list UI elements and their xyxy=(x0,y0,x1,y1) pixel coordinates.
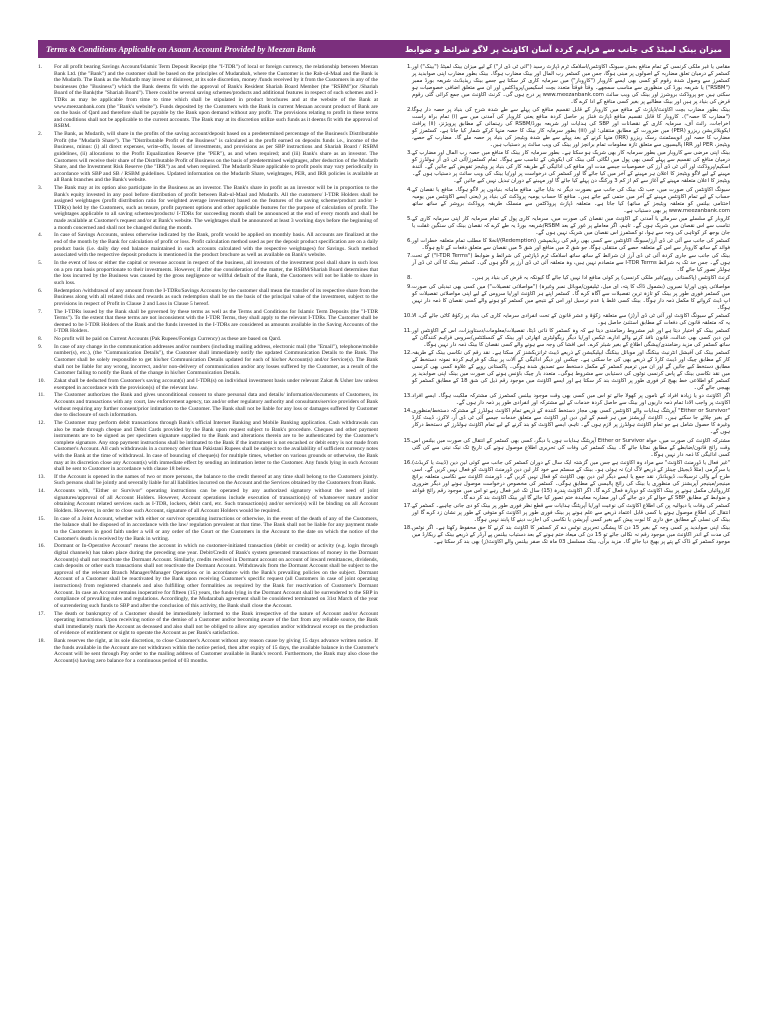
clause-text: کسٹمر بینک کی آفیشل انٹرنیٹ بینکنگ اور موبائل بینکنگ ایپلیکیشن کے ذریعے ڈیبٹ ٹرانزیکشنز کر سکتا ہے۔ نقد رقم کی نکاسی بینک کے طریقہ کار کے مطابق چیک اور ڈیبٹ کارڈ کے ذریعے بھی کی جا سکتی ہے۔ چیکس اور دیگر ادائیگی کے آلات پر بینک کو فراہم کردہ نمونہ دستخط کے مطابق دستخط کیے جائیں گے اور ان میں ترمیم کسٹمر کے مکمل دستخط سے تصدیق شدہ ہوگی۔ پاکستانی روپے کے علاوہ کسی بھی کرنسی میں نقد نکاسی بینک کے پاس کرنسی نوٹوں کی دستیابی سے مشروط ہوگی۔ متعدد بار چیک باؤنس ہونے کی صورت میں بینک اپنی صوابدید پر کسٹمر کو اطلاعی خط بھیج کر فوری طور پر اکاؤنٹ بند کر سکتا ہے اور ایسے اکاؤنٹ میں موجود رقم ذیل کی شق 18 کے مطابق کسٹمر کو بھیجی جائے گی۔ xyxy=(412,350,730,392)
clause-item xyxy=(38,309,378,335)
clause-item xyxy=(38,64,378,130)
clause-item xyxy=(394,150,730,185)
clause-number: 8. xyxy=(38,336,43,343)
clause-item xyxy=(394,393,730,407)
clause-text: Zakat shall be deducted from Customer's saving account(s) and I-TDR(s) on individual investment basis under relevant Zakat & Usher law unless exempted in accordance with the provision(s) of the relevant law. xyxy=(54,378,378,391)
clause-item xyxy=(38,336,378,343)
clause-number: 16. xyxy=(403,459,412,466)
clause-text: کسٹمر کے سیونگ اکاؤنٹ اور آئی ٹی ڈی آر(ز) سے متعلقہ زکوٰۃ و عشر قانون کے تحت انفرادی سرمایہ کاری کی بنیاد پر زکوٰۃ کاٹی جائے گی، الا یہ کہ متعلقہ قانون کی دفعات کے مطابق استثنیٰ حاصل ہو۔ xyxy=(412,312,730,326)
clause-item xyxy=(38,611,378,637)
clause-item xyxy=(38,260,378,286)
clause-item xyxy=(38,131,378,184)
clause-item xyxy=(38,420,378,473)
clause-item xyxy=(394,460,730,502)
clause-text: بینک بطور مضارب بچت اکاؤنٹ/ڈپازٹ کے منافع میں کاروبار کے قابل تقسیم منافع کی پہلے سے طے شدہ شرح کی بنیاد پر حصہ دار ہوگا ("مضارب کا حصہ")۔ کاروبار کا قابل تقسیم منافع ڈپازٹ فنڈز پر حاصل کردہ منافع یعنی کاروبار کی آمدنی میں سے (i) تمام براہ راست اخراجات، رائٹ آف، سرمایہ کاری کے نقصانات اور SBP کی ہدایات اور شریعہ بورڈ/RSBM کی رہنمائی کے مطابق پرویژنز، (ii) پرافٹ ایکویلائزیشن ریزرو (PER) میں ضرورت کے مطابق منتقلی؛ اور (iii) بطور سرمایہ کار بینک کا حصہ منہا کرکے شمار کیا جاتا ہے۔ کسٹمرز کو مضارب کا حصہ اور انویسٹمنٹ رسک ریزرو (IRR) منہا کرنے کے بعد پہلے سے طے شدہ ویٹیجز کی بنیاد پر حصہ ملے گا۔ مضارب کے حصے، ویٹیجز، PER اور IRR پالیسیوں سے متعلق تازہ معلومات تمام برانچز اور بینک کی ویب سائٹ پر دستیاب ہیں۔ xyxy=(412,107,730,149)
clause-number: 1. xyxy=(38,64,43,70)
clause-text: The death or bankruptcy of a Customer should be immediately informed to the Bank irrespective of the nature of Account and/or Account operating instructions. Upon receiving notice of the demise of a Customer and/or becoming aware of the fact from any reliable source, the Bank shall immediately mark the Account as deceased and also shall not be obliged to allow any operation and/or withdrawal except on the production of evidence of entitlement or sight to operate the Account as per Bank's satisfaction. xyxy=(54,610,378,637)
clause-text: In case of Savings Accounts, unless otherwise indicated by the Bank, profit would be applied on monthly basis. All accounts are finalized at the end of the month by the Bank for calculation of profit or loss. Profit calculation method used as per the deposit product specification are on a daily product basis (i.e. daily day end balance maintained in such accounts calculated with the respective weightages) for Savings. Such method associated with the respective deposit products is mentioned in the product brochure as well as available on Bank's website. xyxy=(54,232,378,259)
clause-number: 4. xyxy=(38,232,43,239)
clause-item xyxy=(394,187,730,215)
clause-text: The Bank may at its option also participate in the Business as an investor. The Bank's share in profit as an investor will be in proportion to the Bank's equity invested in any pool before distribution of profit between Rab-ul-Maal and Mudarib. All the customers/ I-TDR Holders shall be assigned weightages (profit distribution ratio for weighted average investment) based on the features of the saving scheme/product and/or I-TDR(s) held by the Customers, such as tenure, profit payment options and other applicable features for the purpose of calculation of profit. The weightages applicable to all saving schemes/products/ I-TDRs for succeeding month shall be announced at the end of every month and shall be made available at Customer's request and/or at Bank's website. The weightages shall be announced at least 3 working days before the beginning of a month concerned and shall not be changed during the month. xyxy=(54,185,378,231)
clause-text: بینک کی جانب سے جاری کردہ آئی ٹی ڈی آرز ان شرائط کے ساتھ ساتھ اسلامک ٹرم ڈپازٹس کی شرائط و ضوابط ("I-TDR Terms") کے تحت ہوں گے۔ جس حد تک یہ شرائط I-TDR Terms سے متصادم نہیں ہیں، وہ متعلقہ آئی ٹی ڈی آرز پر لاگو ہوں گی۔ کسٹمر بینک کا آئی ٹی ڈی آر ہولڈر تصور کیا جائے گا۔ xyxy=(412,253,730,274)
clause-number: 5. xyxy=(38,259,43,266)
clause-item xyxy=(394,525,730,546)
clause-number: 7. xyxy=(406,253,412,260)
clause-number: 10. xyxy=(38,378,45,384)
clause-text: کرنٹ اکاؤنٹس (پاکستانی روپے/غیر ملکی کرنسی) پر کوئی منافع ادا نہیں کیا جائے گا کیونکہ یہ قرض کی بنیاد پر ہیں۔ xyxy=(471,275,730,282)
clause-item xyxy=(38,344,378,377)
clause-number: 15. xyxy=(403,437,412,444)
clause-item xyxy=(38,232,378,258)
clause-item xyxy=(38,638,378,664)
banner-title-urdu: میزان بینک لمیٹڈ کی جانب سے فراہم کردہ آسان اکاؤنٹ پر لاگو شرائط و ضوابط xyxy=(405,44,722,54)
clause-item xyxy=(394,238,730,252)
clause-item xyxy=(394,253,730,274)
clause-text: Dormant or In-Operative Account" means the account in which no customer-initiated transaction (debit or credit) or activity (e.g. login through digital channels) has taken place during the preceding one year. Debit/Credit of Bank's system generated transactions of money in the Dormant Account(s) shall not reactivate the Dormant Account. Similarly, credits received in Dormant account on account of inward remittances, dividends, cash deposits or other such transactions shall not reactivate the Dormant Account. Withdrawals from the Dormant Account shall be subject to the approval of the relevant Branch Manager/Manager Operations or in accordance with the Bank's prevailing policies on the subject. Dormant Account of a Customer shall be reactivated by the Bank upon receiving Customer's specific request (all Customers in case of joint operating instructions) from registered channels and also fulfilling other formalities as required by the Bank for reactivation of Customer's Dormant Account. In case an Account remains inoperative for fifteen (15) years, the funds lying in the Dormant Account shall be surrendered to the SBP in compliance of prevailing rules and regulations. Accordingly, the Mudarabah agreement shall be considered terminated on 31st March of the year of surrendering such funds to SBP and after the conclusion of this activity, the Bank shall close the Account. xyxy=(54,543,378,609)
clause-item xyxy=(38,288,378,308)
clause-number: 12. xyxy=(403,350,412,357)
clause-text: کسٹمر بینک کو اختیار دیتا ہے اور غیر مشروط رضامندی دیتا ہے کہ وہ کسٹمر کا ذاتی ڈیٹا، تفصیلات/معلومات/دستاویزات، اس کے اکاؤنٹس اور لین دین کسی بھی عدالت، قانون نافذ کرنے والے ادارے، ٹیکس اور/یا دیگر ریگولیٹری اتھارٹی اور بینک کے کنسلٹنٹس/سروس فراہم کنندگان کے ساتھ کسٹمر کی مزید رضامندی/پیشگی اطلاع کے بغیر شیئر کرے۔ اس افشا کی وجہ سے ہونے والے کسی نقصان کا بینک ذمہ دار نہیں ہوگا۔ xyxy=(412,327,730,348)
clause-text: کسٹمر کی وفات یا دیوالیہ پن کی اطلاع اکاؤنٹ کی نوعیت اور/یا آپریٹنگ ہدایات سے قطع نظر فوری طور پر بینک کو دی جانی چاہیے۔ کسٹمر کے انتقال کی اطلاع موصول ہونے یا کسی قابل اعتماد ذریعے سے علم ہونے پر بینک فوری طور پر اکاؤنٹ کو متوفی کے طور پر نشان زد کرے گا اور بینک کی تسلی کے مطابق حق داری کا ثبوت پیش کیے بغیر کسی آپریشن یا نکاسی کی اجازت دینے کا پابند نہیں ہوگا۔ xyxy=(412,503,730,523)
clause-text: For all profit bearing Savings Account/Islamic Term Deposit Receipt (the "I-TDR") of local or foreign currency, the relationship between Meezan Bank Ltd. (the "Bank") and the customer shall be based on the principles of Mudarabah, where the Customer is the Rab-ul-Maal and the Bank is the Mudarib. The Bank as the Mudarib may invest or disinvest, at its sole discretion, money /funds received by it from the Customers in any of the businesses (the "Business") which the Bank deems fit with the approval of Bank's Resident Shariah Board Member (the "RSBM")or /Shariah Board of the Bank(the "Shariah Board"). There could be several saving schemes/products and additional features in respect of such schemes and I-TDRs as may be applicable from time to time which shall be stipulated in product brochures and at the website of the Bank at www.meezanbank.com (the "Bank's website"). Funds deposited by the Customers with the Bank in current Mezaan account product of Bank are on the basis of Qard and therefore shall be payable by the Bank upon demand without any profit. The provisions relating to profit in these terms and conditions shall not be applicable to the current accounts. The Bank may at its discretion utilize such funds as it deems fit with the approval of RSBM. xyxy=(54,64,378,130)
clause-number: 2. xyxy=(406,107,412,114)
clause-number: 15. xyxy=(38,515,45,522)
clause-text: The Customer may perform debit transactions through Bank's official Internet Banking and Mobile Banking application. Cash withdrawals can also be made through cheque and Debit Cards provided by the Bank upon request subject to Bank's procedure. Cheques and other payment instruments are to be signed as per specimen signature supplied to the Bank and alterations therein are to be authenticated by the Customer's complete signature. Any stop payment instructions shall be intimated to the Bank if the instrument is not encashed or debit entry is not made from Customer's Account. All cash withdrawals in a currency other than Pakistani Rupees shall be subject to the availability of sufficient currency notes with the Bank at the time of withdrawal. In case of bouncing of cheque(s) for multiple times, whether on various grounds or otherwise, the Bank may at its discretion close any Account(s) with immediate effect by sending an intimation letter to the Customer. Any funds lying in such Account shall be sent to Customer in accordance with clause 18 below. xyxy=(54,419,378,473)
clause-number: 3. xyxy=(38,185,43,192)
clause-text: In case of a Joint Account, whether with either or survivor operating instructions or otherwise, in the event of the death of any of the Customers, the balance shall be disposed of in accordance with the law/ regulation prevalent at that time. The Bank shall not be liable for any payment made to the Customers in good faith under a will or any order of the Court or the Customers in the Account to the date on which the notice of the Customer's death is received by the Bank in writing. xyxy=(54,515,378,542)
clause-item xyxy=(38,488,378,514)
clause-number: 14. xyxy=(38,488,45,495)
urdu-terms-column xyxy=(394,64,730,1020)
clause-number: 6. xyxy=(38,287,43,294)
clause-number: 5. xyxy=(406,215,412,222)
clause-item xyxy=(394,438,730,459)
clause-text: The Bank, as Mudarib, will share in the profits of the saving account/deposit based on a predetermined percentage of the Business's Distributable Profit (the "Mudarib Share"). The "Distributable Profit of the Business" is calculated as the profit earned on deposits funds i.e., income of the Business, minus: (i) all direct expenses, write-offs, losses of investments, and provisions as per SBP instructions and Shariah Board / RSBM guidelines, (ii) allocations to the Profit Equalization Reserve (the "PER"), as and when required; and (iii) Bank's share as an investor. The Customers will receive their share of the Distributable Profit of Business on the basis of predetermined weightages, after deduction of the Mudarib Share, and the Investment Risk Reserve (the "IRR") as and when required. The Mudarib Share applicable to profit pools may vary periodically in accordance with SBP and SB / RSBM guidelines. Updated information on the Mudarib Share, weightages, PER, and IRR policies is available at all Bank branches and the Bank's website. xyxy=(54,131,378,184)
clause-text: If the Account is opened in the names of two or more persons, the balance to the credit thereof at any time shall belong to the Customers jointly. Such persons shall be jointly and severally liable for all liabilities incurred on the Account and the Services obtained by the Customers from Bank. xyxy=(54,473,378,487)
clause-item xyxy=(394,107,730,149)
clause-number: 18. xyxy=(38,638,45,645)
clause-item xyxy=(394,313,730,327)
clause-text: No profit will be paid on Current Accounts (Pak Rupees/Foreign Currency) as these are based on Qard. xyxy=(54,336,282,343)
clause-text: Redemption /withdrawal of any amount from the I-TDRs/Savings Accounts by the customer shall mean the transfer of its respective share from the Business along with all related risks and rewards as such redemption shall be on the basis of the principal value of the investment, subject to the provisions in respect of Profit in Clause 2 and Loss in Clause 5 hereof. xyxy=(54,287,378,307)
clause-text: Bank reserves the right, at its sole discretion, to close Customer's Account without any reason cause by giving 15 days advance written notice. If the funds available in the Account are not withdrawn within the notice period, then after expiry of 15 days, the available balance in the Customer's Account will be sent through Pay order to the mailing address of Customer available in Bank's record. Furthermore, the Bank may also close the Account(s) having zero balance for a continuous period of 03 months. xyxy=(54,638,378,664)
clause-item xyxy=(394,503,730,524)
clause-number: 13. xyxy=(38,473,45,480)
clause-item xyxy=(38,185,378,231)
clause-text: بینک اپنی صوابدید پر کسی وجہ کے بغیر 15 دن کا پیشگی تحریری نوٹس دے کر کسٹمر کا اکاؤنٹ بند کرنے کا حق محفوظ رکھتا ہے۔ اگر نوٹس کی مدت کے اندر اکاؤنٹ میں موجود رقم نہ نکالی جائے تو 15 دن کی میعاد ختم ہونے کے بعد دستیاب بیلنس پے آرڈر کے ذریعے بینک کے ریکارڈ میں موجود کسٹمر کے ڈاک کے پتے پر بھیج دیا جائے گا۔ مزید برآں، بینک مسلسل 03 ماہ تک صفر بیلنس والے اکاؤنٹ(ز) بھی بند کر سکتا ہے۔ xyxy=(412,525,730,546)
clause-text: Accounts with, "Either or Survivor" operating instructions can be operated by any authorized signatory without the need of joint signatures/approval of all Account Holders. However, Account operations include execution of transaction(s) of whatsoever nature and/or obtaining Account related services such as I-TDR, lockers, debit card, etc. Such transaction(s) and/or service(s) will be binding on all Account Holders. However, in order to close such Account, signature of all Account Holders would be required. xyxy=(54,488,378,515)
clause-text: مشترکہ اکاؤنٹ کی صورت میں، خواہ Either or Survivor آپریٹنگ ہدایات ہوں یا دیگر، کسی بھی کسٹمر کے انتقال کی صورت میں بیلنس اس وقت رائج قانون/ضابطے کے مطابق نمٹایا جائے گا۔ بینک کسٹمر کی وفات کی تحریری اطلاع موصول ہونے کی تاریخ تک نیک نیتی سے کی گئی کسی ادائیگی کا ذمہ دار نہیں ہوگا۔ xyxy=(412,437,730,458)
clause-number: 17. xyxy=(38,610,45,617)
clause-number: 17. xyxy=(403,503,412,509)
clause-item xyxy=(38,378,378,391)
clause-text: مقامی یا غیر ملکی کرنسی کے تمام منافع بخش سیونگ اکاؤنٹس/اسلامک ٹرم ڈپازٹ رسید ("آئی ٹی ڈی آر") کے لیے میزان بینک لمیٹڈ ("بینک") اور کسٹمر کے درمیان تعلق مضاربہ کے اصولوں پر مبنی ہوگا، جس میں کسٹمر رب المال اور بینک مضارب ہوگا۔ بینک بطور مضارب اپنی صوابدید پر کسٹمرز سے وصول شدہ رقوم کو کسی بھی ایسے کاروبار ("کاروبار") میں سرمایہ کاری کر سکتا ہے جسے بینک ریذیڈنٹ شریعہ بورڈ ممبر ("RSBM") یا شریعہ بورڈ کی منظوری سے مناسب سمجھے۔ وقتاً فوقتاً متعدد بچت اسکیمیں/پروڈکٹس اور ان سے متعلق اضافی خصوصیات ہو سکتی ہیں جو پروڈکٹ بروشرز اور بینک کی ویب سائٹ www.meezanbank.com پر درج ہوں گی۔ کرنٹ اکاؤنٹ میں جمع کرائی گئی رقوم قرض کی بنیاد پر ہیں اور بینک مطالبے پر بغیر کسی منافع کے ادا کرے گا۔ xyxy=(412,64,730,105)
clause-number: 4. xyxy=(406,186,412,193)
clause-number: 18. xyxy=(403,525,412,532)
clause-item xyxy=(394,350,730,392)
clause-number: 9. xyxy=(38,343,43,350)
clause-text: سیونگ اکاؤنٹس کی صورت میں، جب تک بینک کی جانب سے بصورت دیگر نہ بتایا جائے، منافع ماہانہ بنیادوں پر لاگو ہوگا۔ منافع یا نقصان کے حساب کے لیے تمام اکاؤنٹس مہینے کے آخر میں حتمی کیے جاتے ہیں۔ منافع کا حساب یومیہ پروڈکٹ کی بنیاد پر (یعنی ایسے اکاؤنٹس میں یومیہ اختتامی بیلنس کو متعلقہ ویٹیجز کے ساتھ) کیا جاتا ہے۔ متعلقہ ڈپازٹ پروڈکٹس سے منسلک طریقہ پروڈکٹ بروشر کے ساتھ ساتھ www.meezanbank.com پر بھی دستیاب ہے۔ xyxy=(412,186,730,214)
clause-text: بینک اپنی مرضی سے کاروبار میں بطور سرمایہ کار بھی شریک ہو سکتا ہے۔ بطور سرمایہ کار بینک کا منافع میں حصہ رب المال اور مضارب کے درمیان منافع کی تقسیم سے پہلے کسی بھی پول میں لگائی گئی بینک کی ایکویٹی کے تناسب سے ہوگا۔ تمام کسٹمرز/آئی ٹی ڈی آر ہولڈرز کو اسکیم/پروڈکٹ اور آئی ٹی ڈی آرز کی خصوصیات جیسے مدت اور منافع کی ادائیگی کے طریقہ کار کی بنیاد پر ویٹیجز تفویض کیے جائیں گے۔ آئندہ مہینے کے لیے لاگو ویٹیجز کا اعلان ہر مہینے کے آخر میں کیا جائے گا اور کسٹمر کی درخواست پر اور/یا بینک کی ویب سائٹ پر دستیاب ہوں گے۔ ویٹیجز کا اعلان متعلقہ مہینے کے آغاز سے کم از کم 3 ورکنگ دن پہلے کیا جائے گا اور مہینے کے دوران تبدیل نہیں کیے جائیں گے۔ xyxy=(412,150,730,185)
clause-text: "غیر فعال یا ڈورمنٹ اکاؤنٹ" سے مراد وہ اکاؤنٹ ہے جس میں گزشتہ ایک سال کے دوران کسٹمر کی جانب سے کوئی لین دین (ڈیبٹ یا کریڈٹ) یا سرگرمی (مثلاً ڈیجیٹل چینلز کے ذریعے لاگ ان) نہ ہوئی ہو۔ بینک کے سسٹم سے خود کار لین دین ڈورمنٹ اکاؤنٹ کو فعال نہیں کریں گے۔ اسی طرح آنے والی ترسیلات، ڈیویڈنڈز، نقد جمع یا ایسے دیگر لین دین بھی اکاؤنٹ کو فعال نہیں کریں گے۔ ڈورمنٹ اکاؤنٹ سے نکاسی متعلقہ برانچ مینیجر/مینیجر آپریشنز کی منظوری یا بینک کی رائج پالیسی کے مطابق ہوگی۔ کسٹمر کی مخصوص درخواست موصول ہونے اور دیگر ضروری کارروائیاں مکمل ہونے پر بینک اکاؤنٹ کو دوبارہ فعال کرے گا۔ اگر اکاؤنٹ پندرہ (15) سال تک غیر فعال رہے تو اس میں موجود رقم رائج قواعد و ضوابط کے مطابق SBP کے حوالے کر دی جائے گی اور مضاربہ معاہدہ ختم تصور کیا جائے گا اور بینک اکاؤنٹ بند کر دے گا۔ xyxy=(412,459,730,501)
clause-text: کاروبار کے سلسلے میں سرمائے یا آمدنی کے اکاؤنٹ میں نقصان کی صورت میں، سرمایہ کاری پول کے تمام سرمایہ کار اپنی سرمایہ کاری کے تناسب سے اس نقصان میں شریک ہوں گے۔ تاہم، اگر معاملے پر غور کے بعد RSBM/شریعہ بورڈ یہ طے کرے کہ نقصان بینک کی سنگین غفلت یا جان بوجھ کر کوتاہی کی وجہ سے ہوا، تو کسٹمرز اس نقصان میں شریک نہیں ہوں گے۔ xyxy=(412,215,730,236)
clause-item xyxy=(394,284,730,312)
clause-item xyxy=(394,408,730,436)
clause-text: "Either or Survivor" آپریٹنگ ہدایات والے اکاؤنٹس کسی بھی مجاز دستخط کنندہ کے ذریعے تمام اکاؤنٹ ہولڈرز کے مشترکہ دستخط/منظوری کے بغیر چلائے جا سکتے ہیں۔ اکاؤنٹ آپریشنز میں ہر قسم کے لین دین اور اکاؤنٹ سے متعلق خدمات جیسے آئی ٹی ڈی آر، لاکرز، ڈیبٹ کارڈ وغیرہ کا حصول شامل ہے جو تمام اکاؤنٹ ہولڈرز پر لازم ہوں گے۔ تاہم، ایسے اکاؤنٹ کو بند کرنے کے لیے تمام اکاؤنٹ ہولڈرز کے دستخط درکار ہوں گے۔ xyxy=(412,408,730,436)
banner-title-english: Terms & Conditions Applicable on Asaan Account Provided by Meezan Bank xyxy=(46,44,316,54)
clause-item xyxy=(394,275,730,282)
clause-text: کسٹمر کی جانب سے آئی ٹی ڈی آرز/سیونگ اکاؤنٹس سے کسی بھی رقم کی ریڈیمپشن (Redemption)/انخلا کا مطلب تمام متعلقہ خطرات اور فوائد کے ساتھ کاروبار سے اس کے متعلقہ حصے کی منتقلی ہوگا، جو شق 2 میں منافع اور شق 5 میں نقصان سے متعلق دفعات کے تابع ہوگا۔ xyxy=(412,237,730,251)
clause-number: 2. xyxy=(38,131,43,138)
clause-item xyxy=(394,328,730,349)
clause-item xyxy=(38,543,378,609)
clause-text: The Customer authorizes the Bank and gives unconditional consent to share personal data and details/ information/documents of Customers, its Accounts and transactions with any court, law enforcement agency, tax and/or other regulatory authority and consultants/service providers of Bank without requiring any further consent/prior intimation to the Customer. The Bank shall not be liable for any loss or damages suffered by Customer due to disclosure of such information. xyxy=(54,392,378,419)
clause-item xyxy=(394,64,730,106)
clause-number: 12. xyxy=(38,419,45,426)
clause-text: In case of any change in the communication addresses and/or numbers (including mailing address, electronic mail (the "Email"), telephone/mobile number(s), etc.), (the "Communication Details"), the Customer shall immediately notify the updated Communication Details to the Bank. The Customer shall be solely responsible to get his/her Communication Details updated for each of his/her Account(s) and/or Service(s). The Bank shall not be liable for any wrong, incorrect, and/or non-delivery of communication and/or any losses suffered by the Customer, as a result of the Customer failing to notify the Bank of the change in his/her Communication Details. xyxy=(54,343,378,377)
clause-number: 3. xyxy=(406,150,412,157)
clause-item xyxy=(38,474,378,487)
clause-text: اگر اکاؤنٹ دو یا زیادہ افراد کے ناموں پر کھولا جائے تو اس میں کسی بھی وقت موجود بیلنس کسٹمرز کی مشترکہ ملکیت ہوگا۔ ایسے افراد اکاؤنٹ پر واجب الادا تمام ذمہ داریوں اور بینک سے حاصل کردہ خدمات کے لیے مشترکہ اور انفرادی طور پر ذمہ دار ہوں گے۔ xyxy=(412,393,730,407)
clause-text: مواصلاتی پتوں اور/یا نمبروں (بشمول ڈاک کا پتہ، ای میل، ٹیلیفون/موبائل نمبر وغیرہ) ("مواصلاتی تفصیلات") میں کسی بھی تبدیلی کی صورت میں کسٹمر فوری طور پر بینک کو تازہ ترین تفصیلات سے آگاہ کرے گا۔ کسٹمر اپنے ہر اکاؤنٹ اور/یا سروس کے لیے اپنی مواصلاتی تفصیلات کو اپ ڈیٹ کروانے کا مکمل ذمہ دار ہوگا۔ بینک کسی غلط یا عدم ترسیل اور اس کے نتیجے میں کسٹمر کو ہونے والے کسی نقصان کا ذمہ دار نہیں ہوگا۔ xyxy=(412,283,730,311)
clause-item xyxy=(38,516,378,542)
clause-number: 11. xyxy=(403,327,412,334)
clause-text: In the event of loss or either the capital or revenue account in respect of the business, all investors of the investment pool shall share in such loss on a pro rata basis proportionate to their investments. However, if after due consideration of the matter, the RSBM/Shariah Board determines that the loss incurred by the Business was caused by the gross negligence or willful default of the Bank, the Customers will not be liable to share in such loss. xyxy=(54,259,378,286)
clause-number: 6. xyxy=(406,237,412,244)
clause-number: 14. xyxy=(403,408,412,415)
clause-text: The I-TDRs issued by the Bank shall be governed by these terms as well as the Terms and Conditions for Islamic Term Deposits (the "I-TDR Terms"). To the extent that these terms are not inconsistent with the I-TDR Terms, they shall apply to the relevant I-TDRs. The Customer shall be deemed to be I-TDR Holders of the Bank and the funds invested in the I-TDRs are considered as amounts available in the Saving Accounts of the I-TDR Holders. xyxy=(54,308,378,335)
clause-number: 13. xyxy=(403,393,412,400)
clause-item xyxy=(38,392,378,418)
clause-number: 9. xyxy=(406,283,412,290)
clause-number: 11. xyxy=(38,392,45,399)
clause-number: 1. xyxy=(406,64,412,70)
clause-number: 8. xyxy=(406,275,412,282)
clause-item xyxy=(394,216,730,237)
english-terms-column xyxy=(38,64,378,1020)
clause-number: 7. xyxy=(38,308,43,315)
clause-number: 10. xyxy=(403,312,412,319)
clause-number: 16. xyxy=(38,543,45,550)
title-banner xyxy=(38,40,730,58)
